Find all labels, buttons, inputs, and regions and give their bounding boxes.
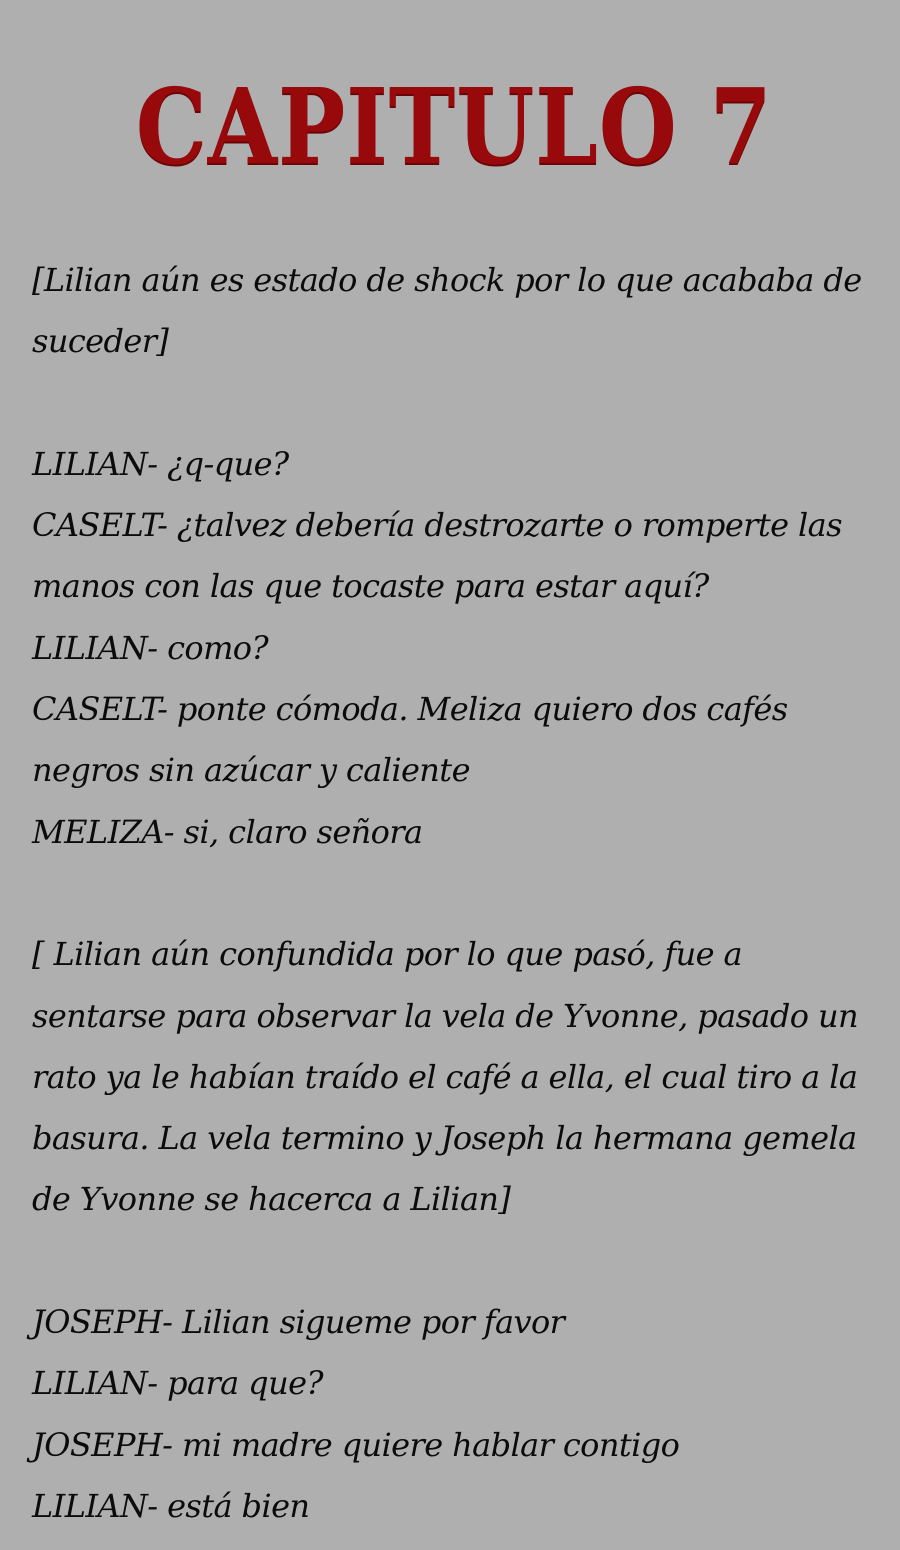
dialogue-line: LILIAN- ¿q-que? (32, 444, 289, 483)
chapter-title: CAPITULO 7 (135, 65, 773, 188)
narration-line: basura. La vela termino y Joseph la hermana gemela (32, 1119, 857, 1158)
dialogue-line: LILIAN- está bien (32, 1486, 310, 1525)
chapter-body (32, 250, 877, 1537)
narration-line: sentarse para observar la vela de Yvonne, pasado un (32, 996, 859, 1035)
dialogue-line: LILIAN- como? (32, 628, 269, 667)
paragraph-gap (32, 863, 877, 924)
dialogue-line: manos con las que tocaste para estar aquí? (32, 567, 709, 606)
narration-line: suceder] (32, 322, 169, 361)
dialogue-line: JOSEPH- Lilian sigueme por favor (32, 1303, 565, 1342)
dialogue-line: JOSEPH- mi madre quiere hablar contigo (32, 1425, 680, 1464)
paragraph-gap (32, 373, 877, 434)
dialogue-line: MELIZA- si, claro señora (32, 812, 423, 851)
paragraph-gap (32, 1231, 877, 1292)
dialogue-line: CASELT- ¿talvez debería destrozarte o romperte las (32, 506, 842, 545)
narration-line: [ Lilian aún confundida por lo que pasó, fue a (32, 935, 742, 974)
narration-line: rato ya le habían traído el café a ella, el cual tiro a la (32, 1057, 858, 1096)
dialogue-line: negros sin azúcar y caliente (32, 751, 470, 790)
dialogue-line: CASELT- ponte cómoda. Meliza quiero dos cafés (32, 690, 788, 729)
narration-line: de Yvonne se hacerca a Lilian] (32, 1180, 511, 1219)
dialogue-line: LILIAN- para que? (32, 1364, 323, 1403)
narration-line: [Lilian aún es estado de shock por lo que acababa de (32, 261, 862, 299)
